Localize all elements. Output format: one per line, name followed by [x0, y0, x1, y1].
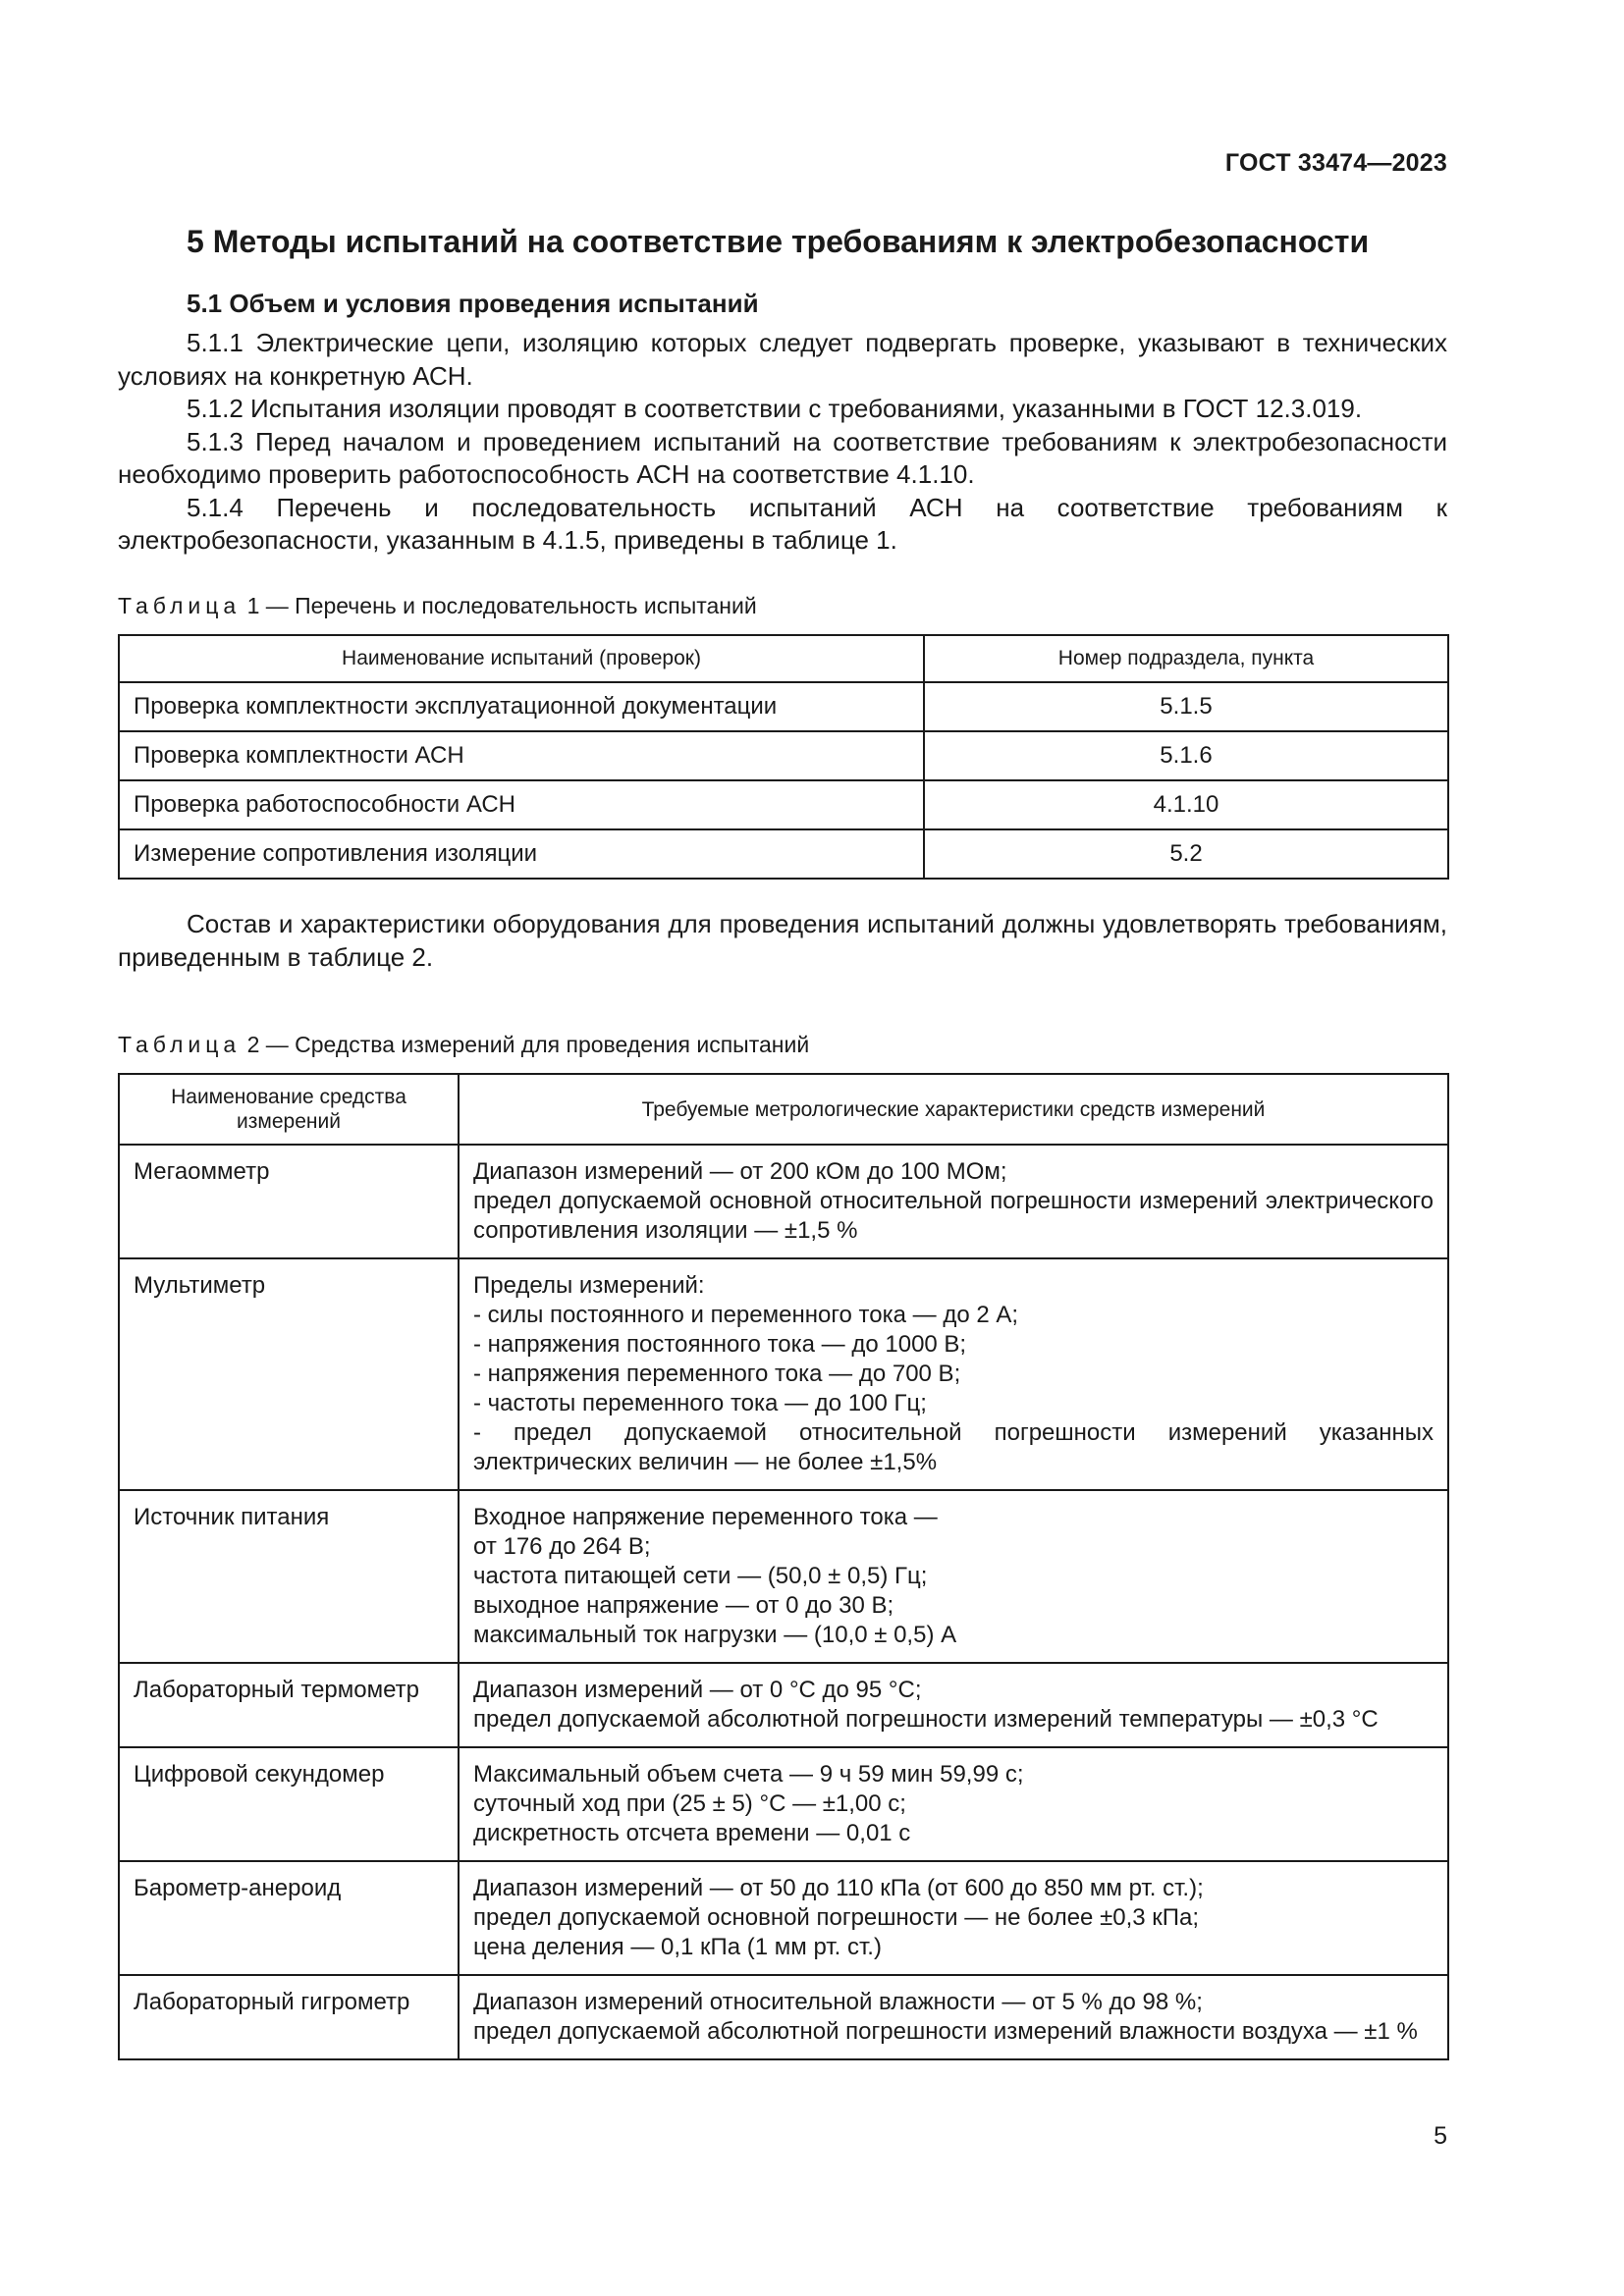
table1-header-number: Номер подраздела, пункта	[924, 635, 1448, 682]
spec-line: - напряжения постоянного тока — до 1000 В;	[473, 1331, 967, 1358]
subsection-title: 5.1 Объем и условия проведения испытаний	[187, 289, 759, 318]
table-row	[119, 1145, 1448, 1258]
table2	[118, 1073, 1449, 2060]
table1-caption	[118, 593, 757, 619]
instrument-specs	[459, 1663, 1448, 1747]
spec-line: дискретность отсчета времени — 0,01 с	[473, 1820, 911, 1846]
spec-line: предел допускаемой абсолютной погрешности измерений влажности воздуха — ±1 %	[473, 2018, 1418, 2045]
paragraph-5-1-2: 5.1.2 Испытания изоляции проводят в соответствии с требованиями, указанными в ГОСТ 12.3.019.	[187, 394, 1363, 423]
table2-header-name: Наименование средства измерений	[119, 1074, 459, 1145]
document-code-header: ГОСТ 33474—2023	[1224, 149, 1447, 177]
spec-line: - предел допускаемой относительной погрешности измерений указанных электрических величин — не более ±1,5%	[473, 1419, 1434, 1475]
spec-line: цена деления — 0,1 кПа (1 мм рт. ст.)	[473, 1934, 882, 1960]
spec-line: предел допускаемой абсолютной погрешности измерений температуры — ±0,3 °С	[473, 1706, 1379, 1733]
table-row	[119, 780, 1448, 829]
paragraph-after-table1-wrapper	[118, 908, 1447, 974]
table-row	[119, 682, 1448, 731]
spec-line: выходное напряжение — от 0 до 30 В;	[473, 1592, 894, 1619]
spec-line: от 176 до 264 В;	[473, 1533, 651, 1560]
section-title: 5 Методы испытаний на соответствие требованиям к электробезопасности	[187, 224, 1370, 259]
spec-line: Диапазон измерений — от 50 до 110 кПа (от 600 до 850 мм рт. ст.);	[473, 1875, 1204, 1901]
instrument-specs	[459, 1145, 1448, 1258]
table1-cell-number: 5.2	[924, 829, 1448, 879]
instrument-specs	[459, 1861, 1448, 1975]
spec-line: суточный ход при (25 ± 5) °С — ±1,00 с;	[473, 1790, 906, 1817]
spec-line: Пределы измерений:	[473, 1272, 705, 1299]
instrument-name: Лабораторный гигрометр	[119, 1975, 459, 2059]
table-row	[119, 1490, 1448, 1663]
table-row	[119, 1975, 1448, 2059]
paragraph-5-1-3: 5.1.3 Перед началом и проведением испытаний на соответствие требованиям к электробезопасности необходимо проверить работоспособность АСН на соответствие 4.1.10.	[118, 426, 1447, 489]
table1-cell-number: 5.1.6	[924, 731, 1448, 780]
page-number: 5	[1434, 2122, 1447, 2150]
table-row	[119, 1861, 1448, 1975]
spec-line: - силы постоянного и переменного тока — до 2 А;	[473, 1302, 1019, 1328]
table1-caption-text: 1 — Перечень и последовательность испытаний	[241, 593, 757, 618]
table-row	[119, 1747, 1448, 1861]
table-row	[119, 1258, 1448, 1490]
instrument-name: Мультиметр	[119, 1258, 459, 1490]
spec-line: Диапазон измерений — от 0 °С до 95 °С;	[473, 1677, 922, 1703]
instrument-specs	[459, 1747, 1448, 1861]
table1-header-name: Наименование испытаний (проверок)	[119, 635, 924, 682]
spec-line: - частоты переменного тока — до 100 Гц;	[473, 1390, 927, 1416]
table-row	[119, 1663, 1448, 1747]
table1-cell-name: Проверка работоспособности АСН	[119, 780, 924, 829]
spec-line: Максимальный объем счета — 9 ч 59 мин 59,99 с;	[473, 1761, 1024, 1788]
spec-line: максимальный ток нагрузки — (10,0 ± 0,5) А	[473, 1622, 957, 1648]
spec-line: Диапазон измерений относительной влажности — от 5 % до 98 %;	[473, 1989, 1203, 2015]
table1-cell-number: 4.1.10	[924, 780, 1448, 829]
spec-line: Входное напряжение переменного тока —	[473, 1504, 938, 1530]
table2-caption-word: Таблица	[118, 1032, 242, 1057]
spec-line: предел допускаемой основной относительной погрешности измерений электрического сопротивления изоляции — ±1,5 %	[473, 1188, 1434, 1244]
paragraph-5-1-4: 5.1.4 Перечень и последовательность испытаний АСН на соответствие требованиям к электробезопасности, указанным в 4.1.5, приведены в таблице 1.	[118, 492, 1447, 555]
table2-header-row	[119, 1074, 1448, 1145]
instrument-name: Источник питания	[119, 1490, 459, 1663]
instrument-specs	[459, 1490, 1448, 1663]
instrument-specs	[459, 1258, 1448, 1490]
instrument-name: Цифровой секундомер	[119, 1747, 459, 1861]
table1-cell-name: Измерение сопротивления изоляции	[119, 829, 924, 879]
table1-cell-name: Проверка комплектности АСН	[119, 731, 924, 780]
table1-caption-word: Таблица	[118, 593, 242, 618]
table-row	[119, 731, 1448, 780]
table1-cell-name: Проверка комплектности эксплуатационной документации	[119, 682, 924, 731]
table1-cell-number: 5.1.5	[924, 682, 1448, 731]
instrument-name: Мегаомметр	[119, 1145, 459, 1258]
spec-line: частота питающей сети — (50,0 ± 0,5) Гц;	[473, 1563, 928, 1589]
instrument-specs	[459, 1975, 1448, 2059]
instrument-name: Барометр-анероид	[119, 1861, 459, 1975]
spec-line: - напряжения переменного тока — до 700 В;	[473, 1361, 961, 1387]
spec-line: Диапазон измерений — от 200 кОм до 100 МОм;	[473, 1158, 1007, 1185]
paragraph-after-table1: Состав и характеристики оборудования для проведения испытаний должны удовлетворять требованиям, приведенным в таблице 2.	[118, 909, 1447, 972]
table1	[118, 634, 1449, 880]
paragraph-5-1-1: 5.1.1 Электрические цепи, изоляцию которых следует подвергать проверке, указывают в технических условиях на конкретную АСН.	[118, 328, 1447, 391]
instrument-name: Лабораторный термометр	[119, 1663, 459, 1747]
table2-header-specs: Требуемые метрологические характеристики средств измерений	[459, 1074, 1448, 1145]
intro-paragraphs	[118, 327, 1447, 558]
table2-caption	[118, 1032, 809, 1058]
spec-line: предел допускаемой основной погрешности — не более ±0,3 кПа;	[473, 1904, 1200, 1931]
table2-caption-text: 2 — Средства измерений для проведения испытаний	[241, 1032, 810, 1057]
table-row	[119, 829, 1448, 879]
table1-header-row	[119, 635, 1448, 682]
